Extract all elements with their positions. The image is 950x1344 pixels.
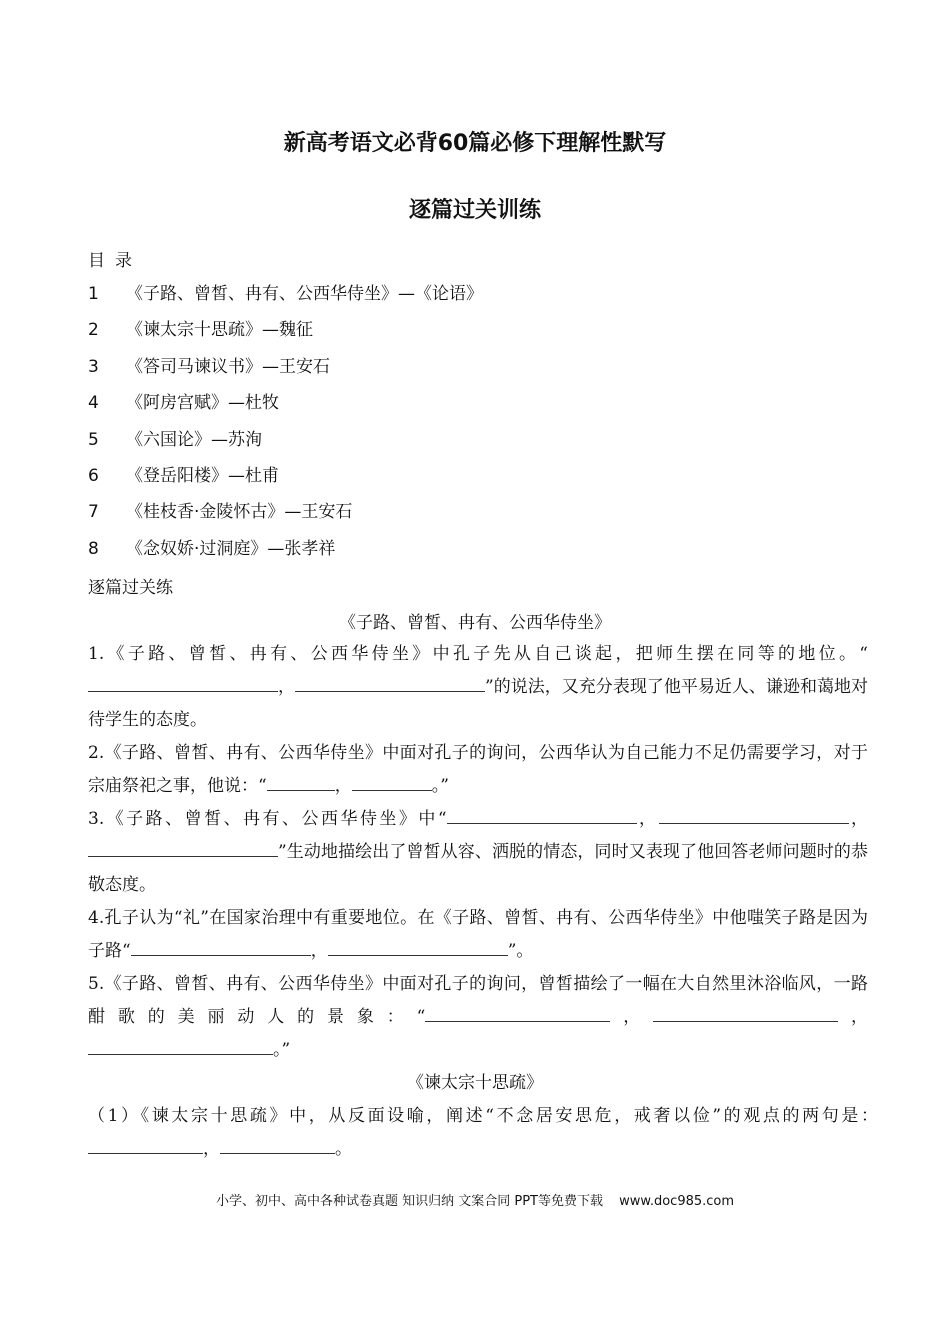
toc-item[interactable]	[88, 500, 483, 536]
question-4: 4.孔子认为“礼”在国家治理中有重要地位。在《子路、曾皙、冉有、公西华侍坐》中他嗤笑子路是因为子路“ ， ”。	[88, 908, 868, 961]
toc-text: 《桂枝香·金陵怀古》—王安石	[126, 502, 353, 523]
toc-item[interactable]	[88, 391, 483, 427]
toc-item[interactable]	[88, 282, 483, 318]
toc-number: 7	[88, 502, 99, 523]
section-title-lunyu: 《子路、曾皙、冉有、公西华侍坐》	[339, 613, 611, 633]
table-of-contents	[88, 282, 483, 573]
answer-blank[interactable]	[267, 772, 335, 791]
toc-number: 5	[88, 429, 99, 450]
question-1: 1.《子路、曾皙、冉有、公西华侍坐》中孔子先从自己谈起，把师生摆在同等的地位。“， ”的说法，又充分表现了他平易近人、谦逊和蔼地对待学生的态度。	[88, 644, 868, 730]
answer-blank[interactable]	[425, 1003, 610, 1022]
toc-text: 《谏太宗十思疏》—魏征	[126, 320, 313, 341]
toc-number: 2	[88, 320, 99, 341]
toc-heading: 目录	[88, 251, 142, 271]
answer-blank[interactable]	[220, 1135, 335, 1154]
section-label: 逐篇过关练	[88, 578, 173, 598]
toc-item[interactable]	[88, 355, 483, 391]
toc-number: 4	[88, 393, 99, 414]
toc-item[interactable]	[88, 537, 483, 573]
answer-blank[interactable]	[352, 772, 432, 791]
answer-blank[interactable]	[295, 673, 485, 692]
toc-number: 3	[88, 356, 99, 377]
toc-text: 《念奴娇·过洞庭》—张孝祥	[126, 538, 336, 559]
toc-text: 《答司马谏议书》—王安石	[126, 356, 330, 377]
footer-site-link[interactable]: www.doc985.com	[619, 1194, 735, 1209]
toc-text: 《子路、曾皙、冉有、公西华侍坐》—《论语》	[126, 284, 483, 304]
answer-blank[interactable]	[88, 838, 278, 857]
question-2: 2.《子路、曾皙、冉有、公西华侍坐》中面对孔子的询问，公西华认为自己能力不足仍需要学习，对于宗庙祭祀之事，他说：“ ， 。”	[88, 743, 868, 796]
toc-number: 6	[88, 465, 99, 486]
toc-text: 《登岳阳楼》—杜甫	[126, 465, 279, 486]
question-5: 5.《子路、曾皙、冉有、公西华侍坐》中面对孔子的询问，曾皙描绘了一幅在大自然里沐浴临风，一路酣歌的美丽动人的景象：“ ， ，。”	[88, 974, 869, 1060]
question-3: 3.《子路、曾皙、冉有、公西华侍坐》中“ ， ，”生动地描绘出了曾皙从容、洒脱的情态，同时又表现了他回答老师问题时的恭敬态度。	[88, 803, 868, 902]
answer-blank[interactable]	[88, 673, 278, 692]
answer-blank[interactable]	[131, 937, 311, 956]
section-body-lunyu	[88, 638, 868, 1067]
toc-item[interactable]	[88, 318, 483, 354]
answer-blank[interactable]	[659, 805, 849, 824]
doc-title-line2: 逐篇过关训练	[408, 198, 541, 223]
answer-blank[interactable]	[328, 937, 508, 956]
section-title-jiantaizong: 《谏太宗十思疏》	[407, 1073, 543, 1093]
question-1: （1）《谏太宗十思疏》中，从反面设喻，阐述“不念居安思危，戒奢以俭”的观点的两句是：， 。	[88, 1106, 878, 1159]
toc-item[interactable]	[88, 428, 483, 464]
footer-text: 小学、初中、高中各种试卷真题 知识归纳 文案合同 PPT等免费下载	[215, 1194, 603, 1209]
toc-number: 8	[88, 538, 99, 559]
section-body-jiantaizong	[88, 1100, 878, 1166]
answer-blank[interactable]	[653, 1003, 838, 1022]
toc-text: 《六国论》—苏洵	[126, 429, 262, 450]
toc-text: 《阿房宫赋》—杜牧	[126, 393, 279, 414]
page-footer	[0, 1190, 950, 1209]
answer-blank[interactable]	[88, 1036, 273, 1055]
toc-item[interactable]	[88, 464, 483, 500]
answer-blank[interactable]	[447, 805, 637, 824]
toc-number: 1	[88, 284, 99, 304]
doc-title-line1: 新高考语文必背60篇必修下理解性默写	[283, 131, 667, 156]
answer-blank[interactable]	[88, 1135, 203, 1154]
